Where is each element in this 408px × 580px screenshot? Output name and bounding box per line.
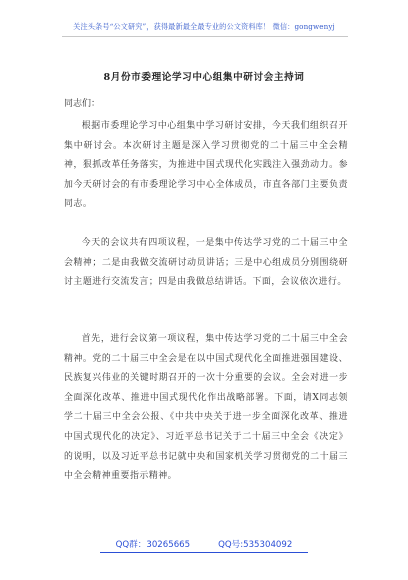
header-divider	[62, 36, 348, 37]
document-title: 8月份市委理论学习中心组集中研讨会主持词	[103, 72, 305, 83]
footer-qq-group-link[interactable]: QQ群：30265665	[115, 540, 191, 550]
body-paragraph-3: 首先，进行会议第一项议程，集中传达学习党的二十届三中全会精神。党的二十届三中全会是在以中国式现代化全面推进强国建设、民族复兴伟业的关键时期召开的一次十分重要的会议。全会对进一步全面深化改革、推进中国式现代化作出战略部署。下面，请X同志领学二十届三中全会公报、《中共中央关于进一步全面深化改革、推进中国式现代化的决定》、习近平总书记关于二十届三中全会《决定》的说明，以及习近平总书记就中央和国家机关学习贯彻党的二十届三中全会精神重要指示精神。	[64, 334, 348, 482]
footer-underline	[100, 552, 308, 553]
footer-contact-banner	[0, 538, 408, 550]
salutation: 同志们：	[64, 99, 101, 109]
body-paragraph-2: 今天的会议共有四项议程，一是集中传达学习党的二十届三中全会精神；二是由我做交流研讨动员讲话；三是中心组成员分别围绕研讨主题进行交流发言；四是由我做总结讲话。下面，会议依次进行。	[64, 238, 348, 288]
footer-qq-number-link[interactable]: QQ号:535304092	[218, 540, 293, 550]
header-promo-banner[interactable]: 关注头条号“公文研究”，获得最新最全最专业的公文资料库！ 微信：gongwenyj	[73, 22, 335, 31]
body-paragraph-1: 根据市委理论学习中心组集中学习研讨安排，今天我们组织召开集中研讨会。本次研讨主题是深入学习贯彻党的二十届三中全会精神，狠抓改革任务落实，为推进中国式现代化实践注入强劲动力。参加今天研讨会的有市委理论学习中心全体成员，市直各部门主要负责同志。	[64, 121, 348, 210]
